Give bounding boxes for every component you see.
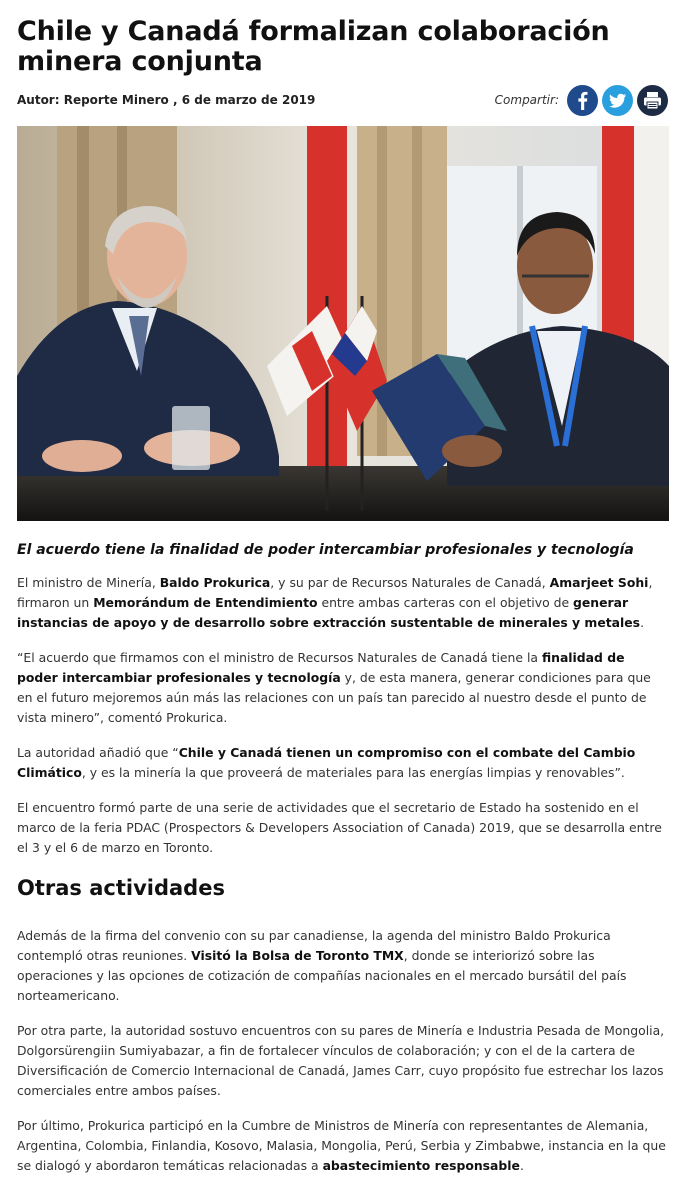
text: .: [640, 615, 645, 630]
text: .: [519, 1158, 524, 1173]
article-photo: [17, 126, 669, 521]
bold-text: Amarjeet Sohi: [549, 575, 649, 590]
text: Por otra parte, la autoridad sostuvo encuentros con su pares de Minería e Industria Pesada de Mongolia, Dolgorsürengiin Sumiyabazar, a fin de fortalecer vínculos de colaboración; y con el de la cartera de Diversificación de Comercio Internacional de Canadá, James Carr, cuyo propósito fue estrechar los lazos comerciales entre ambos países.: [17, 1023, 665, 1098]
section-body: [17, 926, 668, 1176]
bold-text: Baldo Prokurica: [159, 575, 271, 590]
text: , donde se interiorizó sobre las operaciones y las opciones de cotización de compañías nacionales en el mercado bursátil del país norteamericano.: [17, 948, 627, 1003]
paragraph: [17, 573, 668, 633]
text: , y su par de Recursos Naturales de Canadá,: [270, 575, 550, 590]
bold-text: abastecimiento responsable: [322, 1158, 520, 1173]
text: , y es la minería la que proveerá de materiales para las energías limpias y renovables”.: [81, 765, 625, 780]
bold-text: Visitó la Bolsa de Toronto TMX: [191, 948, 404, 963]
bold-text: generar instancias de apoyo y de desarrollo sobre extracción sustentable de minerales y metales: [17, 595, 641, 630]
text: , firmaron un: [17, 575, 653, 610]
bold-text: finalidad de poder intercambiar profesionales y tecnología: [17, 650, 625, 685]
paragraph: [17, 798, 668, 858]
article-meta: [17, 83, 668, 117]
facebook-icon: [567, 85, 598, 116]
text: El encuentro formó parte de una serie de actividades que el secretario de Estado ha sostenido en el marco de la feria PDAC (Prospectors & Developers Association of Canada) 2019, que se desarrolla entre el 3 y el 6 de marzo en Toronto.: [17, 800, 662, 855]
ministers-meeting-photo: [17, 126, 669, 521]
paragraph: [17, 926, 668, 1006]
print-button[interactable]: [637, 85, 668, 116]
twitter-icon: [602, 85, 633, 116]
paragraph: [17, 743, 668, 783]
article-body: [17, 573, 668, 858]
print-icon: [637, 85, 668, 116]
article-subtitle: El acuerdo tiene la finalidad de poder intercambiar profesionales y tecnología: [17, 542, 634, 558]
paragraph: [17, 1116, 668, 1176]
text: El ministro de Minería,: [17, 575, 160, 590]
bold-text: Memorándum de Entendimiento: [93, 595, 318, 610]
text: La autoridad añadió que “: [17, 745, 179, 760]
share-bar: [495, 85, 668, 116]
author-line: Autor: Reporte Minero , 6 de marzo de 2019: [17, 93, 316, 107]
article-title: Chile y Canadá formalizan colaboración minera conjunta: [17, 16, 610, 77]
text: Además de la firma del convenio con su par canadiense, la agenda del ministro Baldo Prokurica contempló otras reuniones.: [17, 928, 611, 963]
text: Por último, Prokurica participó en la Cumbre de Ministros de Minería con representantes de Alemania, Argentina, Colombia, Finlandia, Kosovo, Malasia, Mongolia, Perú, Serbia y Zimbabwe, instancia en la que se dialogó y abordaron temáticas relacionadas a: [17, 1118, 666, 1173]
text: “El acuerdo que firmamos con el ministro de Recursos Naturales de Canadá tiene la: [17, 650, 542, 665]
share-label: Compartir:: [494, 93, 559, 107]
facebook-share-button[interactable]: [567, 85, 598, 116]
paragraph: [17, 648, 668, 728]
text: entre ambas carteras con el objetivo de: [317, 595, 574, 610]
bold-text: Chile y Canadá tienen un compromiso con el combate del Cambio Climático: [17, 745, 636, 780]
text: y, de esta manera, generar condiciones para que en el futuro mejoremos aún más las relaciones con un país tan parecido al nuestro desde el punto de vista minero”, comentó Prokurica.: [17, 670, 651, 725]
section-heading: Otras actividades: [17, 876, 225, 900]
paragraph: [17, 1021, 668, 1101]
twitter-share-button[interactable]: [602, 85, 633, 116]
